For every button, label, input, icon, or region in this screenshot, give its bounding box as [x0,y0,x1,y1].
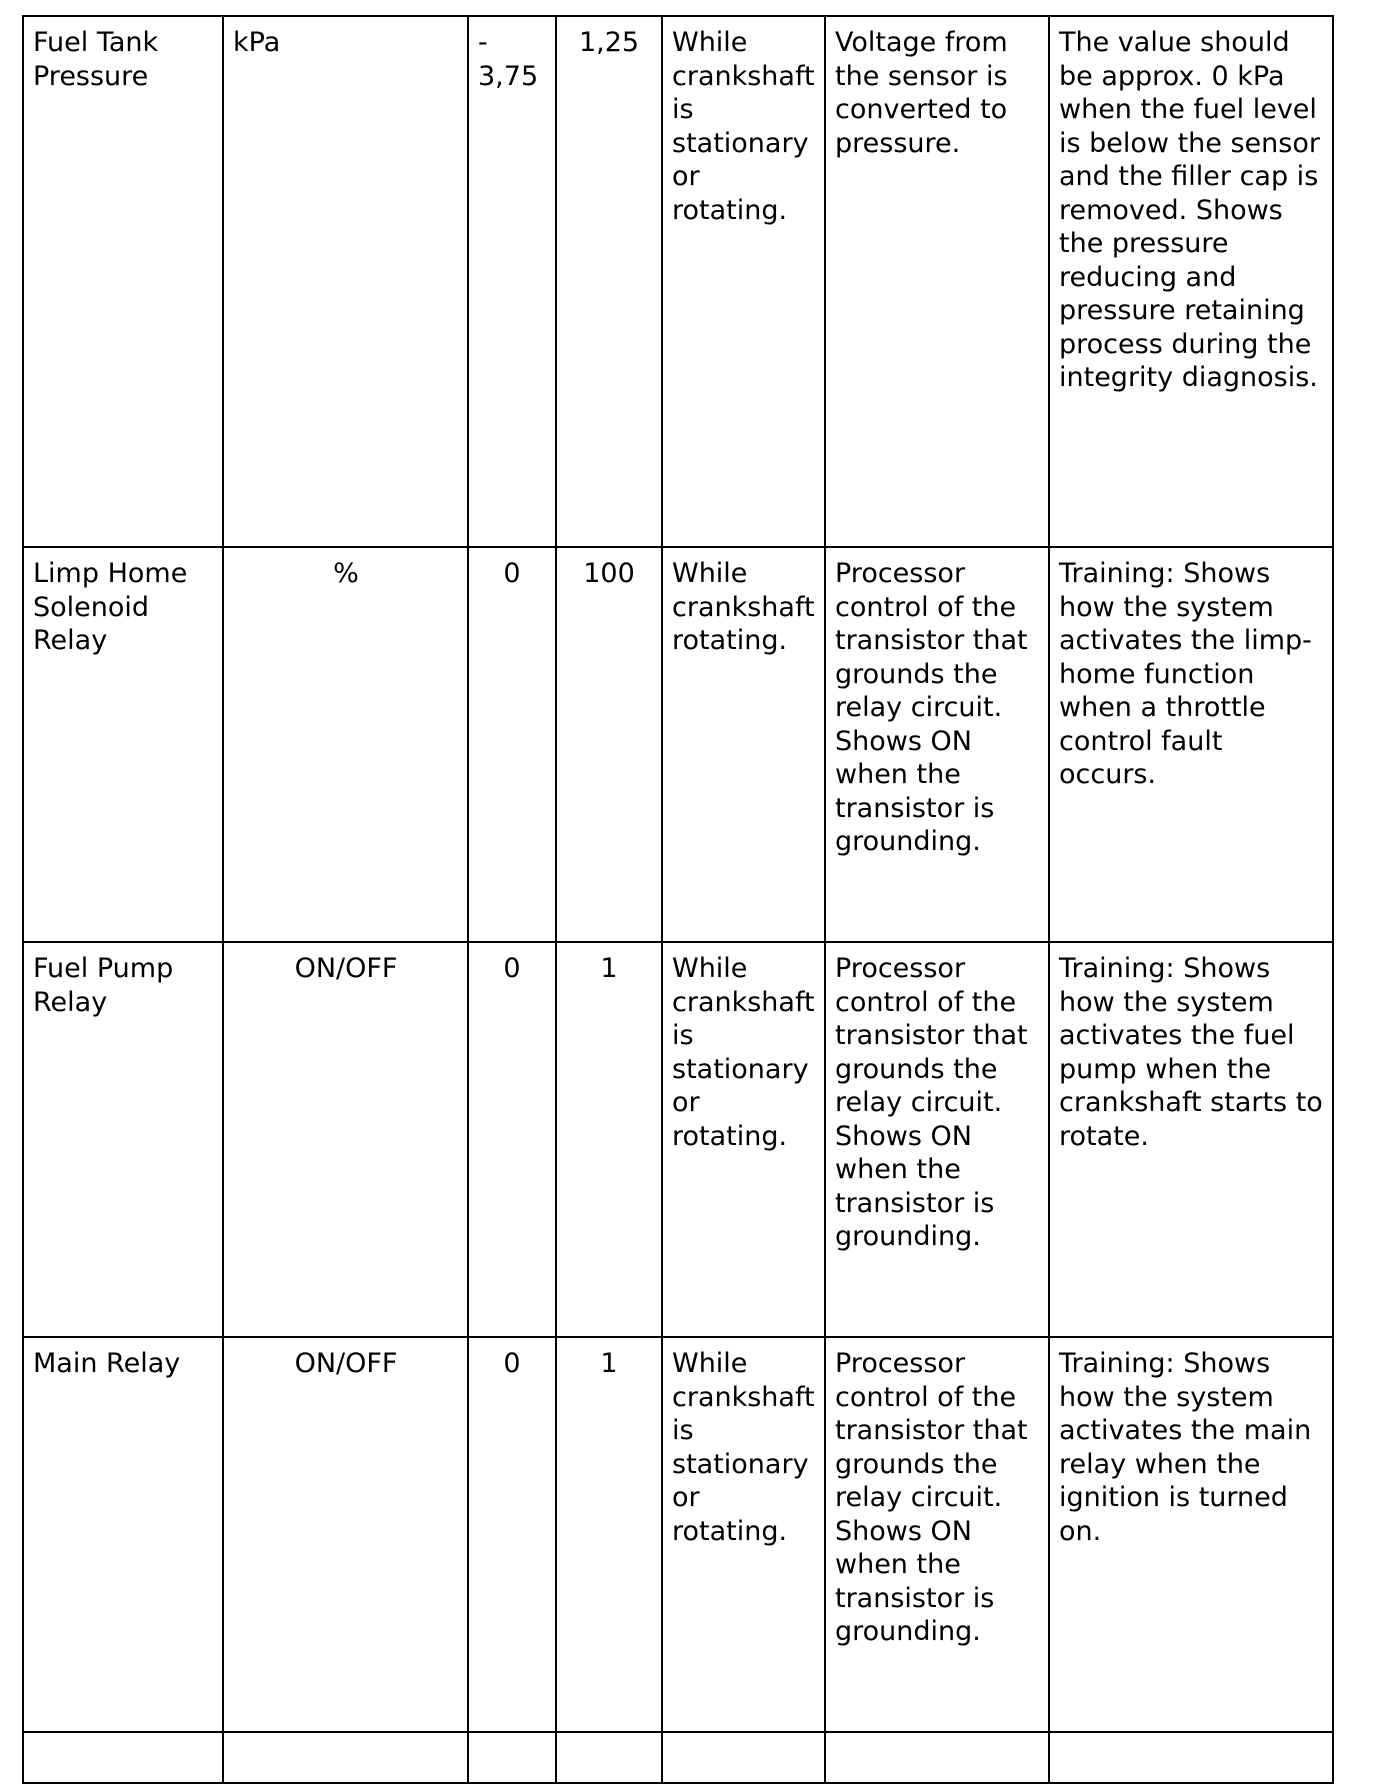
min-cell: 0 [468,547,556,942]
table-row [23,16,1333,547]
parameter-table [22,15,1334,1784]
parameter-cell: Fuel Pump Relay [23,942,223,1337]
empty-cell [825,1732,1049,1783]
max-cell: 1,25 [556,16,662,547]
empty-cell [23,1732,223,1783]
comment-cell: Training: Shows how the system activates the main relay when the ignition is turned on. [1049,1337,1333,1732]
max-cell: 1 [556,942,662,1337]
comment-cell: Training: Shows how the system activates the fuel pump when the crankshaft starts to rotate. [1049,942,1333,1337]
comment-cell: Training: Shows how the system activates the limp-home function when a throttle control fault occurs. [1049,547,1333,942]
empty-cell [556,1732,662,1783]
description-cell: Voltage from the sensor is converted to pressure. [825,16,1049,547]
table-row [23,1337,1333,1732]
min-cell: 0 [468,942,556,1337]
empty-cell [468,1732,556,1783]
condition-cell: While crankshaft is stationary or rotating. [662,16,825,547]
parameter-cell: Main Relay [23,1337,223,1732]
max-cell: 100 [556,547,662,942]
unit-cell: % [223,547,468,942]
condition-cell: While crankshaft is stationary or rotating. [662,942,825,1337]
parameter-cell: Fuel Tank Pressure [23,16,223,547]
empty-cell [662,1732,825,1783]
table-row-partial [23,1732,1333,1783]
max-cell: 1 [556,1337,662,1732]
empty-cell [223,1732,468,1783]
table-row [23,942,1333,1337]
description-cell: Processor control of the transistor that grounds the relay circuit. Shows ON when the transistor is grounding. [825,1337,1049,1732]
unit-cell: kPa [223,16,468,547]
description-cell: Processor control of the transistor that grounds the relay circuit. Shows ON when the transistor is grounding. [825,547,1049,942]
unit-cell: ON/OFF [223,1337,468,1732]
comment-cell: The value should be approx. 0 kPa when the fuel level is below the sensor and the filler cap is removed. Shows the pressure reducing and pressure retaining process during the integrity diagnosis. [1049,16,1333,547]
min-cell: - 3,75 [468,16,556,547]
condition-cell: While crankshaft is stationary or rotating. [662,1337,825,1732]
min-cell: 0 [468,1337,556,1732]
document-page [22,15,1332,1784]
unit-cell: ON/OFF [223,942,468,1337]
description-cell: Processor control of the transistor that grounds the relay circuit. Shows ON when the transistor is grounding. [825,942,1049,1337]
empty-cell [1049,1732,1333,1783]
condition-cell: While crankshaft rotating. [662,547,825,942]
table-row [23,547,1333,942]
parameter-cell: Limp Home Solenoid Relay [23,547,223,942]
